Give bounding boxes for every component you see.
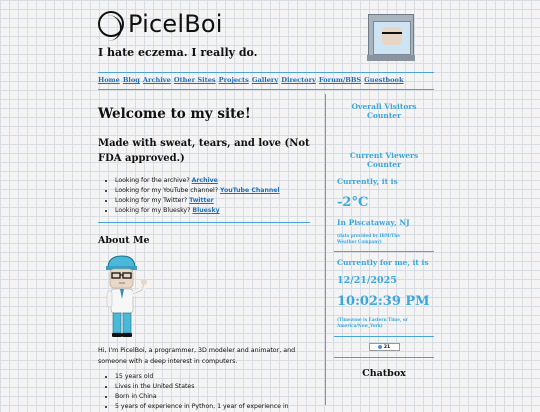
sidebar [334, 96, 434, 379]
weather-credit: (data provided by IBM/The Weather Company) [337, 233, 400, 244]
nav-divider [98, 89, 434, 90]
column-divider [325, 94, 326, 405]
sidebar-divider [334, 251, 434, 252]
quick-links-list [115, 176, 310, 216]
list-item: • 5 years of experience in Python, 1 year of experience in [115, 402, 310, 412]
mascot-image [102, 254, 152, 340]
sidebar-divider [334, 357, 434, 358]
section-divider [98, 222, 310, 223]
subheading: Made with sweat, tears, and love (Not FDA approved.) [98, 138, 310, 164]
temperature-value: -2°C [337, 195, 369, 210]
window-avatar-image [368, 14, 414, 60]
logo-icon [98, 11, 124, 37]
nav-forum-bbs[interactable]: Forum/BBS [318, 76, 362, 84]
intro-paragraph: Hi, I'm PicelBoi, a programmer, 3D modeler and animator, and someone with a deep interest in computers. [98, 347, 296, 365]
list-item: • Looking for my Twitter? Twitter [115, 196, 310, 206]
bluesky-link[interactable]: Bluesky [192, 207, 220, 214]
list-item: • Lives in the United States [115, 382, 310, 392]
visitors-counter-title: Overall Visitors Counter [351, 102, 417, 120]
list-item: • 15 years old [115, 372, 310, 382]
nav-archive[interactable]: Archive [142, 76, 171, 84]
logo-text: PicelBoi [128, 10, 223, 38]
nav-guestbook[interactable]: Guestbook [364, 76, 404, 84]
currently-label: Currently, it is [337, 177, 398, 186]
nav-home[interactable]: Home [98, 76, 120, 84]
welcome-heading: Welcome to my site! [98, 106, 251, 122]
about-heading: About Me [98, 235, 150, 246]
twitter-link[interactable]: Twitter [189, 197, 214, 204]
nav-other-sites[interactable]: Other Sites [173, 76, 216, 84]
timezone-note: (Timezone is Eastern Time, or America/New_York) [337, 317, 408, 328]
main-content [98, 100, 310, 412]
list-item: • Born in China [115, 392, 310, 402]
location-label: In Piscataway, NJ [337, 218, 410, 227]
chatbox-title: Chatbox [362, 368, 406, 379]
current-date: 12/21/2025 [337, 275, 397, 286]
list-item: • Looking for my YouTube channel? YouTube Channel [115, 186, 310, 196]
facts-list [115, 372, 310, 412]
site-tagline: I hate eczema. I really do. [98, 46, 258, 59]
nav-directory[interactable]: Directory [281, 76, 316, 84]
nav-projects[interactable]: Projects [218, 76, 249, 84]
hit-counter-badge[interactable] [369, 343, 400, 351]
sidebar-divider [334, 336, 434, 337]
list-item: • Looking for the archive? Archive [115, 176, 310, 186]
counter-icon [378, 345, 382, 349]
archive-link[interactable]: Archive [191, 177, 218, 184]
main-nav [98, 76, 434, 84]
youtube-link[interactable]: YouTube Channel [220, 187, 280, 194]
nav-blog[interactable]: Blog [122, 76, 140, 84]
counter-value: 21 [383, 344, 391, 350]
nav-gallery[interactable]: Gallery [251, 76, 279, 84]
current-time: 10:02:39 PM [337, 294, 430, 309]
viewers-counter-title: Current Viewers Counter [349, 151, 419, 169]
header-divider [98, 72, 434, 73]
list-item: • Looking for my Bluesky? Bluesky [115, 206, 310, 216]
current-time-label: Currently for me, it is [337, 258, 429, 267]
